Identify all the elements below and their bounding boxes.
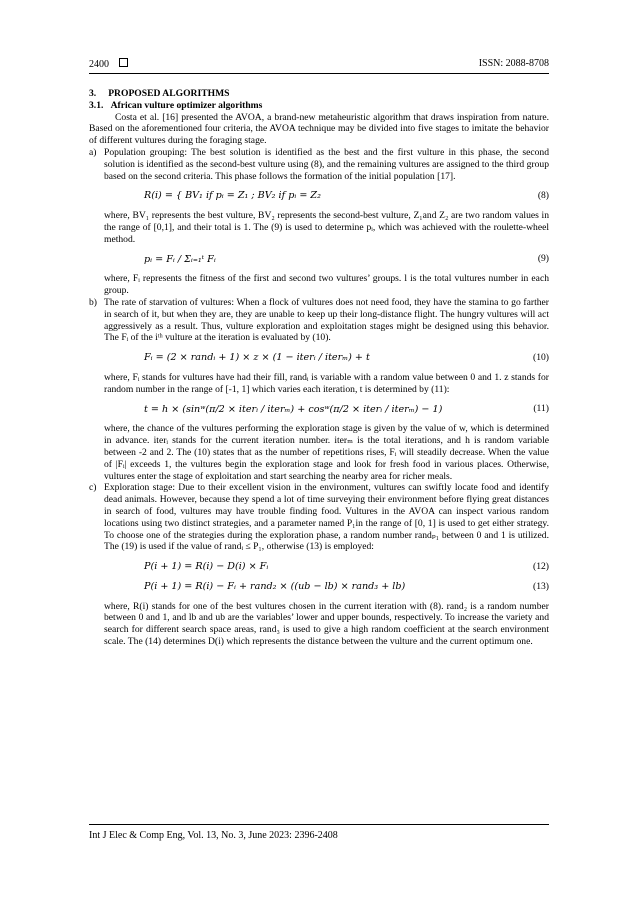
equation-13-body: P(i + 1) = R(i) − Fᵢ + rand₂ × ((ub − lb) × rand₃ + lb) xyxy=(144,580,406,592)
list-item-a xyxy=(89,147,549,297)
item-c-after-13: where, R(i) stands for one of the best vultures chosen in the current iteration with (8). rand₂ is a random number between 0 and 1, and lb and ub are the variables’ lower and upper bounds, respectively. To increase the variety and search for different search space areas, rand₃ is used to give a high random coefficient at the search environment scale. The (14) determines D(i) which represents the distance between the vulture and the current optimum one. xyxy=(104,600,549,648)
list-label: a) xyxy=(89,146,97,158)
equation-12-body: P(i + 1) = R(i) − D(i) × Fᵢ xyxy=(144,561,269,573)
item-a-text: Population grouping: The best solution is identified as the best and the first vulture in this phase, the second solution is identified as the second-best vulture using (8), and the remaining vultures are assigned to the third group based on the second criteria. This phase follows the formation of the initial population [17]. xyxy=(104,146,549,182)
page-header-left xyxy=(89,58,128,70)
header-rule xyxy=(89,73,549,74)
equation-12-number: (12) xyxy=(533,561,549,573)
equation-13-number: (13) xyxy=(533,580,549,592)
equation-13 xyxy=(104,581,549,593)
equation-9-body: pᵢ = Fᵢ / Σᵢ₌₁ᵗ Fᵢ xyxy=(144,253,216,265)
equation-9 xyxy=(104,254,549,266)
item-b-after-11: where, the chance of the vultures performing the exploration stage is given by the value of w, which is determined in advance. iterᵢ stands for the current iteration number. iterₘ is the total iterations, and h is random variable between -2 and 2. The (10) states that as the number of repetitions rises, Fᵢ will steadily decrease. When the value of |Fᵢ| exceeds 1, the vultures begin the exploration stage and look for fresh food in various places. Otherwise, vultures enter the stage of exploitation and start searching the nearby area for richer meals. xyxy=(104,423,549,482)
page-body xyxy=(89,88,549,648)
item-b-text: The rate of starvation of vultures: When a flock of vultures does not need food, they have the stamina to go farther in search of it, but when they are, they are unable to keep up their long-distance flight. The hungry vultures will act aggressively as a result. Thus, vulture exploration and exploitation stages might be designed using this behavior. The Fᵢ of the iᵗʰ vulture at the iteration is evaluated by (10). xyxy=(104,296,549,344)
equation-8 xyxy=(104,190,549,202)
square-bullet-icon xyxy=(119,58,128,67)
footer-citation: Int J Elec & Comp Eng, Vol. 13, No. 3, June 2023: 2396-2408 xyxy=(89,830,338,841)
item-c-text: Exploration stage: Due to their excellent vision in the environment, vultures can swiftly locate food and identify dead animals. However, because they spend a lot of time surveying their environment before flying great distances in search of food, vultures may have trouble finding food. Vultures in the AVOA can inspect various random locations using two distinct strategies, and a parameter named P₁in the range of [0, 1] is used to get either strategy. To choose one of the strategies during the exploration phase, a random number randₚ₁ between 0 and 1 is utilized. The (19) is used if the value of randᵢ ≤ P₁, otherwise (13) is employed: xyxy=(104,482,549,553)
equation-10-number: (10) xyxy=(533,352,549,364)
item-b-after-10: where, Fᵢ stands for vultures have had their fill, randᵢ is variable with a random value between 0 and 1. z stands for random number in the range of [-1, 1] which varies each iteration, t is determined by (11): xyxy=(104,371,549,395)
section-heading: 3. PROPOSED ALGORITHMS xyxy=(89,88,230,99)
equation-9-number: (9) xyxy=(537,253,549,265)
item-a-after-8: where, BV₁ represents the best vulture, BV₂ represents the second-best vulture, Z₁and Z₂ are two random values in the range of [0,1], and their total is 1. The (9) is used to determine pᵢ, which was achieved with the roulette-wheel method. xyxy=(104,210,549,245)
intro-paragraph: Costa et al. [16] presented the AVOA, a brand-new metaheuristic algorithm that draws inspiration from nature. Based on the aforementioned four criteria, the AVOA technique may be divided into five stages to imitate the behavior of different vultures during the foraging stage. xyxy=(89,111,549,147)
equation-8-number: (8) xyxy=(537,190,549,202)
page-number: 2400 xyxy=(89,59,109,70)
equation-11-number: (11) xyxy=(533,403,549,415)
list-item-b xyxy=(89,297,549,482)
equation-8-body: R(i) = { BV₁ if pᵢ = Z₁ ; BV₂ if pᵢ = Z₂ xyxy=(144,190,321,202)
equation-11-body: t = h × (sinʷ(π/2 × iterᵢ / iterₘ) + cosʷ(π/2 × iterᵢ / iterₘ) − 1) xyxy=(144,403,443,415)
list-item-c xyxy=(89,482,549,648)
issn: ISSN: 2088-8708 xyxy=(478,58,549,69)
equation-10-body: Fᵢ = (2 × randᵢ + 1) × z × (1 − iterᵢ / iterₘ) + t xyxy=(144,352,370,364)
list-label: b) xyxy=(89,296,97,308)
subsection-heading: 3.1. African vulture optimizer algorithms xyxy=(89,99,263,111)
item-a-after-9: where, Fᵢ represents the fitness of the first and second two vultures’ groups. l is the total vultures number in each group. xyxy=(104,273,549,297)
equation-10 xyxy=(104,352,549,364)
list-label: c) xyxy=(89,482,97,494)
equation-12 xyxy=(104,561,549,573)
equation-11 xyxy=(104,404,549,416)
footer-rule xyxy=(89,824,549,825)
